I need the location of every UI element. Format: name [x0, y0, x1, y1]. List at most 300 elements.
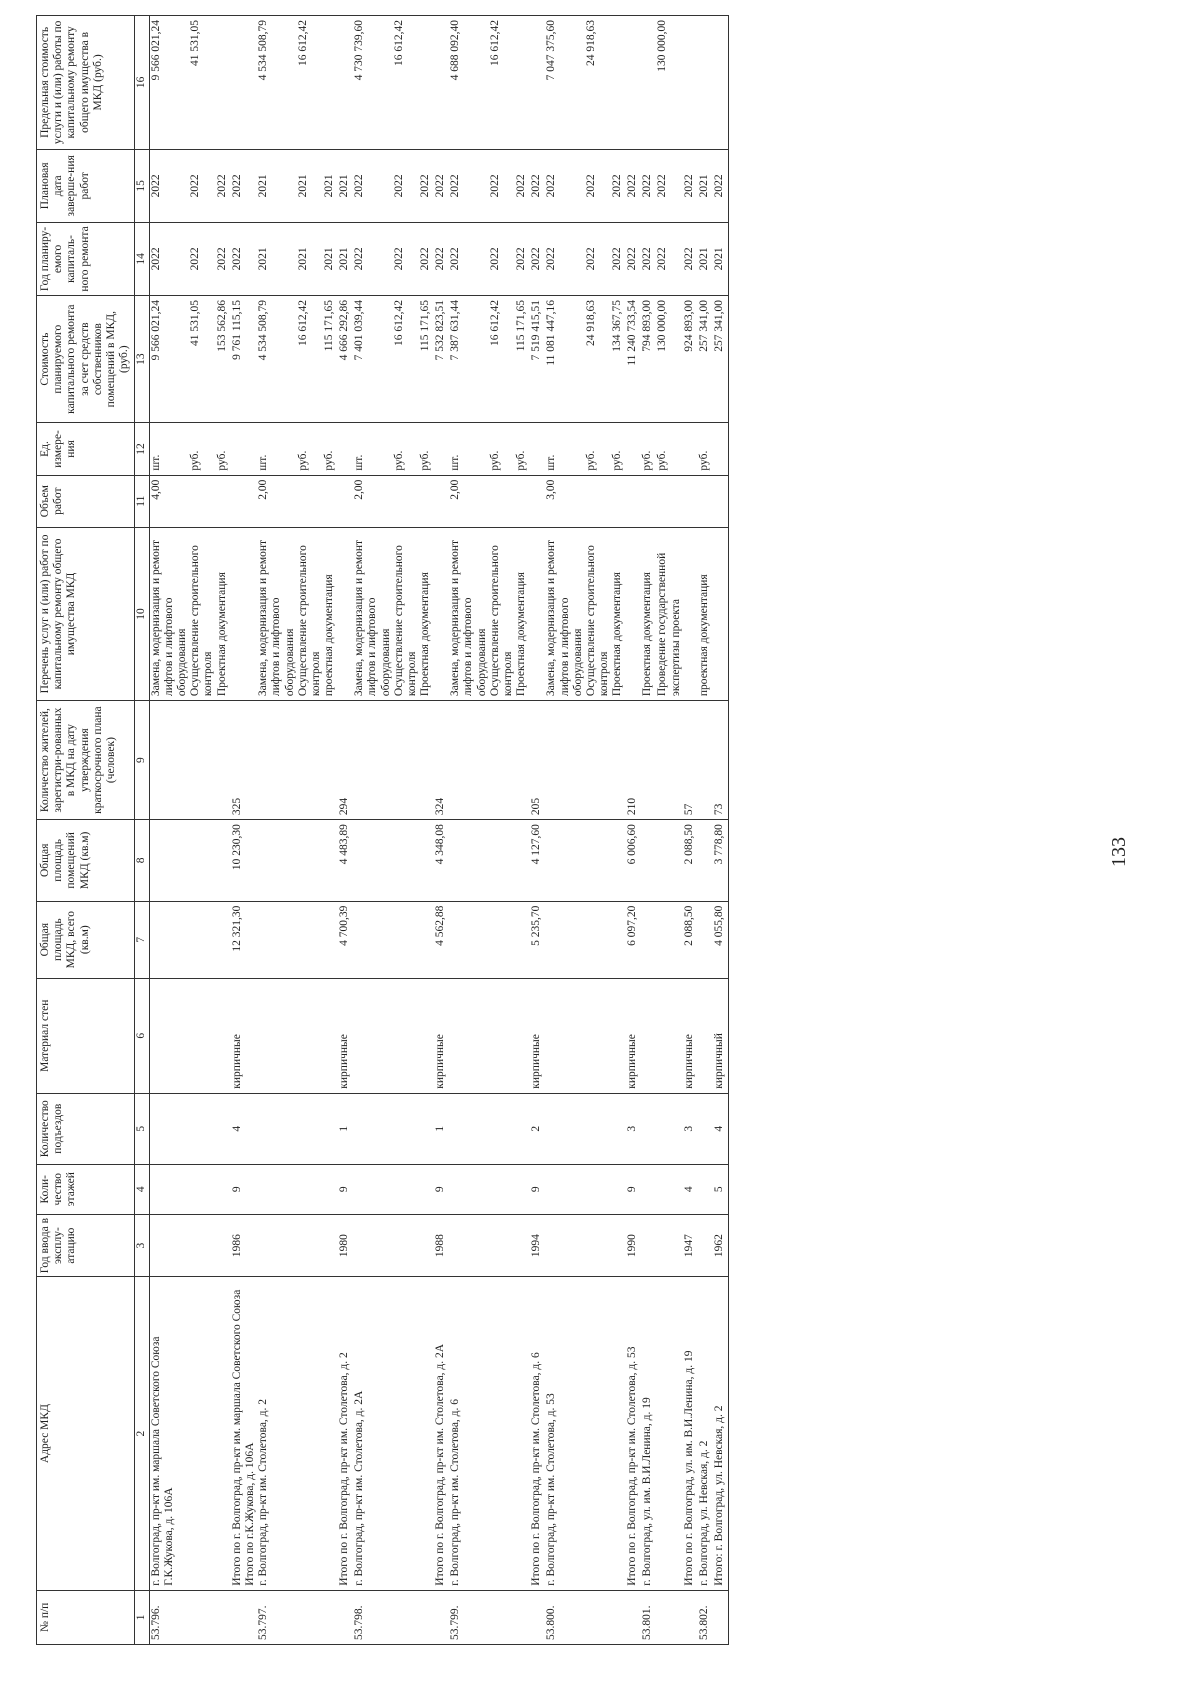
table-row	[323, 16, 338, 1645]
cell-address: г. Волгоград, пр-кт им. Столетова, д. 6	[449, 1277, 489, 1590]
cell-wall-material: кирпичные	[338, 978, 353, 1093]
cell-resident-count: 210	[626, 701, 641, 820]
cell-floor-count	[515, 1164, 530, 1214]
cell-total-area	[393, 901, 419, 978]
cell-resident-count: 57	[683, 701, 698, 820]
cell-planned-cost: 11 081 447,16	[545, 295, 585, 422]
cell-unit: шт.	[149, 423, 189, 475]
cell-entrance-count: 3	[683, 1093, 698, 1164]
cell-work-type: Замена, модернизация и ремонт лифтов и лифтового оборудования	[257, 527, 297, 700]
cell-work-type: проектная документация	[323, 527, 338, 700]
cell-floor-count	[611, 1164, 626, 1214]
cell-premises-area	[656, 820, 682, 901]
cell-repair-year: 2022	[611, 222, 626, 295]
cell-address: г. Волгоград, пр-кт им. маршала Советского Союза Г.К.Жукова, д. 106А	[149, 1277, 189, 1590]
cell-row-number	[626, 1590, 641, 1644]
cell-row-number	[656, 1590, 682, 1644]
cell-commission-year	[216, 1214, 231, 1277]
cell-total-area	[149, 901, 189, 978]
cell-total-area	[297, 901, 323, 978]
cell-commission-year	[149, 1214, 189, 1277]
column-number: 10	[134, 527, 149, 700]
cell-planned-cost: 115 171,65	[419, 295, 434, 422]
cell-commission-year	[449, 1214, 489, 1277]
cell-max-cost	[530, 16, 545, 150]
cell-commission-year: 1980	[338, 1214, 353, 1277]
cell-completion-date: 2022	[216, 149, 231, 222]
cell-work-type: Осуществление строительного контроля	[189, 527, 215, 700]
cell-entrance-count	[656, 1093, 682, 1164]
cell-row-number	[611, 1590, 626, 1644]
cell-premises-area	[515, 820, 530, 901]
column-number: 13	[134, 295, 149, 422]
cell-floor-count: 9	[530, 1164, 545, 1214]
header-cell: Материал стен	[37, 978, 135, 1093]
cell-completion-date: 2022	[641, 149, 656, 222]
cell-planned-cost: 4 534 508,79	[257, 295, 297, 422]
cell-resident-count: 324	[434, 701, 449, 820]
cell-repair-year: 2022	[189, 222, 215, 295]
header-cell: Плановая дата заверше-ния работ	[37, 149, 135, 222]
cell-planned-cost: 41 531,05	[189, 295, 215, 422]
cell-row-number	[216, 1590, 231, 1644]
header-cell: Год планиру-емого капиталь-ного ремонта	[37, 222, 135, 295]
page-number: 133	[1108, 837, 1130, 867]
cell-premises-area: 3 778,80	[713, 820, 729, 901]
cell-unit: руб.	[323, 423, 338, 475]
cell-total-area	[216, 901, 231, 978]
cell-entrance-count	[419, 1093, 434, 1164]
cell-work-volume	[656, 475, 682, 527]
cell-address: Итого по г. Волгоград, пр-кт им. маршала Советского Союза Итого по г.К.Жукова, д. 106А	[231, 1277, 257, 1590]
cell-resident-count	[149, 701, 189, 820]
cell-repair-year: 2022	[419, 222, 434, 295]
cell-entrance-count	[449, 1093, 489, 1164]
cell-resident-count: 325	[231, 701, 257, 820]
cell-row-number	[434, 1590, 449, 1644]
cell-repair-year: 2022	[545, 222, 585, 295]
header-row	[37, 16, 135, 1645]
cell-address: Итого по г. Волгоград, ул. им. В.И.Ленина, д. 19	[683, 1277, 698, 1590]
cell-entrance-count	[611, 1093, 626, 1164]
table-row	[515, 16, 530, 1645]
cell-address	[585, 1277, 611, 1590]
cell-planned-cost: 134 367,75	[611, 295, 626, 422]
cell-repair-year: 2021	[323, 222, 338, 295]
cell-total-area: 4 700,39	[338, 901, 353, 978]
cell-work-volume	[419, 475, 434, 527]
cell-planned-cost: 7 519 415,51	[530, 295, 545, 422]
table-row	[149, 16, 189, 1645]
cell-max-cost	[419, 16, 434, 150]
cell-total-area	[449, 901, 489, 978]
column-number: 4	[134, 1164, 149, 1214]
cell-repair-year: 2022	[434, 222, 449, 295]
cell-work-type	[434, 527, 449, 700]
cell-wall-material	[189, 978, 215, 1093]
cell-floor-count: 9	[626, 1164, 641, 1214]
cell-unit: руб.	[189, 423, 215, 475]
cell-floor-count	[149, 1164, 189, 1214]
cell-work-volume	[683, 475, 698, 527]
cell-planned-cost: 9 761 115,15	[231, 295, 257, 422]
cell-max-cost: 41 531,05	[189, 16, 215, 150]
cell-premises-area	[393, 820, 419, 901]
cell-commission-year	[297, 1214, 323, 1277]
cell-floor-count	[419, 1164, 434, 1214]
cell-planned-cost: 16 612,42	[489, 295, 515, 422]
header-cell: Общая площадь МКД, всего (кв.м)	[37, 901, 135, 978]
cell-row-number: 53.800.	[545, 1590, 585, 1644]
cell-row-number	[419, 1590, 434, 1644]
cell-row-number	[489, 1590, 515, 1644]
cell-commission-year	[489, 1214, 515, 1277]
cell-unit	[683, 423, 698, 475]
cell-entrance-count	[189, 1093, 215, 1164]
cell-wall-material	[323, 978, 338, 1093]
cell-max-cost: 130 000,00	[656, 16, 682, 150]
cell-entrance-count: 1	[434, 1093, 449, 1164]
cell-repair-year: 2022	[216, 222, 231, 295]
cell-entrance-count	[489, 1093, 515, 1164]
cell-wall-material	[449, 978, 489, 1093]
table-row	[257, 16, 297, 1645]
cell-work-volume	[231, 475, 257, 527]
cell-work-volume	[489, 475, 515, 527]
cell-planned-cost: 4 666 292,86	[338, 295, 353, 422]
cell-wall-material	[216, 978, 231, 1093]
cell-total-area	[323, 901, 338, 978]
header-cell: № п/п	[37, 1590, 135, 1644]
repair-plan-table-wrapper	[36, 15, 729, 1645]
cell-address: г. Волгоград, пр-кт им. Столетова, д. 53	[545, 1277, 585, 1590]
cell-commission-year	[323, 1214, 338, 1277]
cell-max-cost: 4 688 092,40	[449, 16, 489, 150]
cell-commission-year	[641, 1214, 656, 1277]
cell-work-type	[338, 527, 353, 700]
cell-repair-year: 2021	[713, 222, 729, 295]
cell-total-area	[698, 901, 713, 978]
cell-entrance-count: 4	[713, 1093, 729, 1164]
cell-floor-count: 9	[231, 1164, 257, 1214]
cell-work-type: Проектная документация	[216, 527, 231, 700]
cell-unit: руб.	[393, 423, 419, 475]
header-cell: Коли-чество этажей	[37, 1164, 135, 1214]
cell-row-number: 53.799.	[449, 1590, 489, 1644]
cell-row-number	[683, 1590, 698, 1644]
table-row	[189, 16, 215, 1645]
cell-resident-count	[585, 701, 611, 820]
cell-address: Итого: г. Волгоград, ул. Невская, д. 2	[713, 1277, 729, 1590]
header-cell: Количество жителей, зарегистри-рованных в МКД на дату утверждения краткосрочного плана (человек)	[37, 701, 135, 820]
cell-work-volume	[698, 475, 713, 527]
cell-planned-cost: 7 532 823,51	[434, 295, 449, 422]
cell-work-type: Проектная документация	[515, 527, 530, 700]
cell-row-number: 53.802.	[698, 1590, 713, 1644]
header-cell: Количество подъездов	[37, 1093, 135, 1164]
cell-unit: руб.	[698, 423, 713, 475]
cell-total-area	[641, 901, 656, 978]
table-row	[626, 16, 641, 1645]
cell-wall-material: кирпичные	[434, 978, 449, 1093]
cell-repair-year: 2022	[683, 222, 698, 295]
header-cell: Год ввода в эксплу-атацию	[37, 1214, 135, 1277]
cell-commission-year	[545, 1214, 585, 1277]
cell-wall-material: кирпичные	[530, 978, 545, 1093]
cell-resident-count	[216, 701, 231, 820]
cell-entrance-count	[257, 1093, 297, 1164]
cell-commission-year	[698, 1214, 713, 1277]
cell-commission-year: 1986	[231, 1214, 257, 1277]
cell-address: г. Волгоград, ул. им. В.И.Ленина, д. 19	[641, 1277, 656, 1590]
cell-premises-area	[419, 820, 434, 901]
cell-premises-area: 4 483,89	[338, 820, 353, 901]
cell-premises-area	[323, 820, 338, 901]
cell-planned-cost: 24 918,63	[585, 295, 611, 422]
cell-floor-count	[585, 1164, 611, 1214]
table-row	[585, 16, 611, 1645]
cell-planned-cost: 7 387 631,44	[449, 295, 489, 422]
cell-premises-area	[149, 820, 189, 901]
cell-entrance-count	[297, 1093, 323, 1164]
cell-work-volume	[515, 475, 530, 527]
cell-unit: руб.	[515, 423, 530, 475]
cell-unit: руб.	[641, 423, 656, 475]
cell-wall-material: кирпичный	[713, 978, 729, 1093]
cell-wall-material: кирпичные	[231, 978, 257, 1093]
column-number-row	[134, 16, 149, 1645]
table-row	[434, 16, 449, 1645]
cell-work-volume	[530, 475, 545, 527]
cell-entrance-count: 2	[530, 1093, 545, 1164]
cell-resident-count	[698, 701, 713, 820]
table-row	[611, 16, 626, 1645]
cell-unit: руб.	[216, 423, 231, 475]
cell-resident-count	[393, 701, 419, 820]
cell-entrance-count	[641, 1093, 656, 1164]
cell-premises-area: 2 088,50	[683, 820, 698, 901]
cell-total-area	[489, 901, 515, 978]
cell-total-area	[353, 901, 393, 978]
cell-wall-material	[297, 978, 323, 1093]
cell-premises-area: 4 127,60	[530, 820, 545, 901]
cell-max-cost	[713, 16, 729, 150]
cell-resident-count: 205	[530, 701, 545, 820]
cell-repair-year: 2022	[626, 222, 641, 295]
cell-work-type	[231, 527, 257, 700]
column-number: 7	[134, 901, 149, 978]
cell-work-volume	[626, 475, 641, 527]
cell-work-volume: 3,00	[545, 475, 585, 527]
cell-max-cost: 16 612,42	[393, 16, 419, 150]
cell-row-number	[189, 1590, 215, 1644]
cell-unit	[231, 423, 257, 475]
cell-row-number	[297, 1590, 323, 1644]
cell-address	[297, 1277, 323, 1590]
cell-completion-date: 2022	[585, 149, 611, 222]
cell-premises-area	[297, 820, 323, 901]
cell-resident-count	[489, 701, 515, 820]
cell-total-area: 5 235,70	[530, 901, 545, 978]
cell-repair-year: 2022	[585, 222, 611, 295]
cell-work-volume: 2,00	[257, 475, 297, 527]
cell-premises-area	[585, 820, 611, 901]
column-number: 8	[134, 820, 149, 901]
cell-premises-area	[611, 820, 626, 901]
cell-max-cost	[683, 16, 698, 150]
cell-row-number	[323, 1590, 338, 1644]
cell-planned-cost: 153 562,86	[216, 295, 231, 422]
cell-unit: руб.	[489, 423, 515, 475]
header-cell: Объем работ	[37, 475, 135, 527]
cell-work-volume	[323, 475, 338, 527]
cell-floor-count	[449, 1164, 489, 1214]
cell-work-volume	[611, 475, 626, 527]
cell-commission-year: 1947	[683, 1214, 698, 1277]
cell-floor-count	[641, 1164, 656, 1214]
cell-planned-cost: 16 612,42	[297, 295, 323, 422]
cell-unit: руб.	[419, 423, 434, 475]
cell-floor-count	[323, 1164, 338, 1214]
cell-planned-cost: 130 000,00	[656, 295, 682, 422]
cell-address	[323, 1277, 338, 1590]
cell-address	[216, 1277, 231, 1590]
cell-row-number	[585, 1590, 611, 1644]
cell-planned-cost: 115 171,65	[515, 295, 530, 422]
cell-premises-area	[353, 820, 393, 901]
cell-completion-date: 2022	[656, 149, 682, 222]
cell-commission-year: 1988	[434, 1214, 449, 1277]
cell-completion-date: 2022	[489, 149, 515, 222]
cell-total-area: 4 562,88	[434, 901, 449, 978]
cell-floor-count	[257, 1164, 297, 1214]
cell-entrance-count	[323, 1093, 338, 1164]
cell-wall-material	[641, 978, 656, 1093]
cell-entrance-count	[149, 1093, 189, 1164]
cell-work-volume: 2,00	[449, 475, 489, 527]
cell-resident-count	[545, 701, 585, 820]
column-number: 6	[134, 978, 149, 1093]
cell-unit: шт.	[449, 423, 489, 475]
cell-work-volume	[216, 475, 231, 527]
cell-completion-date: 2022	[449, 149, 489, 222]
cell-completion-date: 2022	[149, 149, 189, 222]
cell-work-volume	[189, 475, 215, 527]
cell-total-area	[545, 901, 585, 978]
cell-planned-cost: 9 566 021,24	[149, 295, 189, 422]
cell-work-type: Проведение государственной экспертизы проекта	[656, 527, 682, 700]
cell-planned-cost: 16 612,42	[393, 295, 419, 422]
cell-total-area	[419, 901, 434, 978]
cell-unit	[338, 423, 353, 475]
cell-floor-count: 9	[338, 1164, 353, 1214]
cell-entrance-count	[353, 1093, 393, 1164]
cell-work-volume	[434, 475, 449, 527]
cell-completion-date: 2021	[698, 149, 713, 222]
cell-entrance-count	[515, 1093, 530, 1164]
cell-commission-year	[393, 1214, 419, 1277]
cell-completion-date: 2021	[297, 149, 323, 222]
cell-resident-count: 294	[338, 701, 353, 820]
cell-work-volume: 4,00	[149, 475, 189, 527]
cell-max-cost	[323, 16, 338, 150]
column-number: 14	[134, 222, 149, 295]
cell-repair-year: 2022	[656, 222, 682, 295]
column-number: 3	[134, 1214, 149, 1277]
cell-wall-material	[656, 978, 682, 1093]
repair-plan-table	[36, 15, 729, 1645]
cell-total-area: 12 321,30	[231, 901, 257, 978]
cell-entrance-count	[585, 1093, 611, 1164]
cell-floor-count	[489, 1164, 515, 1214]
cell-total-area: 6 097,20	[626, 901, 641, 978]
cell-wall-material	[353, 978, 393, 1093]
cell-unit: шт.	[545, 423, 585, 475]
cell-commission-year: 1994	[530, 1214, 545, 1277]
cell-row-number	[338, 1590, 353, 1644]
cell-max-cost	[611, 16, 626, 150]
cell-commission-year	[656, 1214, 682, 1277]
cell-row-number	[530, 1590, 545, 1644]
cell-work-type: Замена, модернизация и ремонт лифтов и лифтового оборудования	[353, 527, 393, 700]
cell-commission-year: 1990	[626, 1214, 641, 1277]
cell-resident-count: 73	[713, 701, 729, 820]
column-number: 5	[134, 1093, 149, 1164]
cell-repair-year: 2022	[231, 222, 257, 295]
cell-entrance-count	[216, 1093, 231, 1164]
cell-completion-date: 2022	[434, 149, 449, 222]
cell-premises-area: 10 230,30	[231, 820, 257, 901]
cell-completion-date: 2021	[323, 149, 338, 222]
cell-total-area: 2 088,50	[683, 901, 698, 978]
table-row	[683, 16, 698, 1645]
table-row	[449, 16, 489, 1645]
cell-address	[489, 1277, 515, 1590]
cell-wall-material	[149, 978, 189, 1093]
cell-max-cost	[434, 16, 449, 150]
cell-total-area: 4 055,80	[713, 901, 729, 978]
cell-address	[515, 1277, 530, 1590]
cell-commission-year	[515, 1214, 530, 1277]
cell-wall-material	[489, 978, 515, 1093]
cell-premises-area	[449, 820, 489, 901]
cell-repair-year: 2022	[449, 222, 489, 295]
header-cell: Перечень услуг и (или) работ по капитальному ремонту общего имущества МКД	[37, 527, 135, 700]
cell-wall-material	[393, 978, 419, 1093]
cell-address: г. Волгоград, пр-кт им. Столетова, д. 2	[257, 1277, 297, 1590]
cell-floor-count	[698, 1164, 713, 1214]
cell-address	[189, 1277, 215, 1590]
cell-completion-date: 2022	[189, 149, 215, 222]
cell-max-cost	[626, 16, 641, 150]
cell-row-number: 53.797.	[257, 1590, 297, 1644]
cell-unit: шт.	[353, 423, 393, 475]
cell-premises-area	[641, 820, 656, 901]
table-body	[149, 16, 728, 1645]
cell-completion-date: 2022	[545, 149, 585, 222]
cell-max-cost	[216, 16, 231, 150]
cell-work-type: Осуществление строительного контроля	[297, 527, 323, 700]
cell-address: Итого по г. Волгоград, пр-кт им. Столетова, д. 2	[338, 1277, 353, 1590]
cell-unit	[530, 423, 545, 475]
cell-planned-cost: 924 893,00	[683, 295, 698, 422]
cell-work-type: Замена, модернизация и ремонт лифтов и лифтового оборудования	[545, 527, 585, 700]
table-row	[216, 16, 231, 1645]
cell-entrance-count	[393, 1093, 419, 1164]
cell-total-area	[611, 901, 626, 978]
table-row	[393, 16, 419, 1645]
table-row	[713, 16, 729, 1645]
